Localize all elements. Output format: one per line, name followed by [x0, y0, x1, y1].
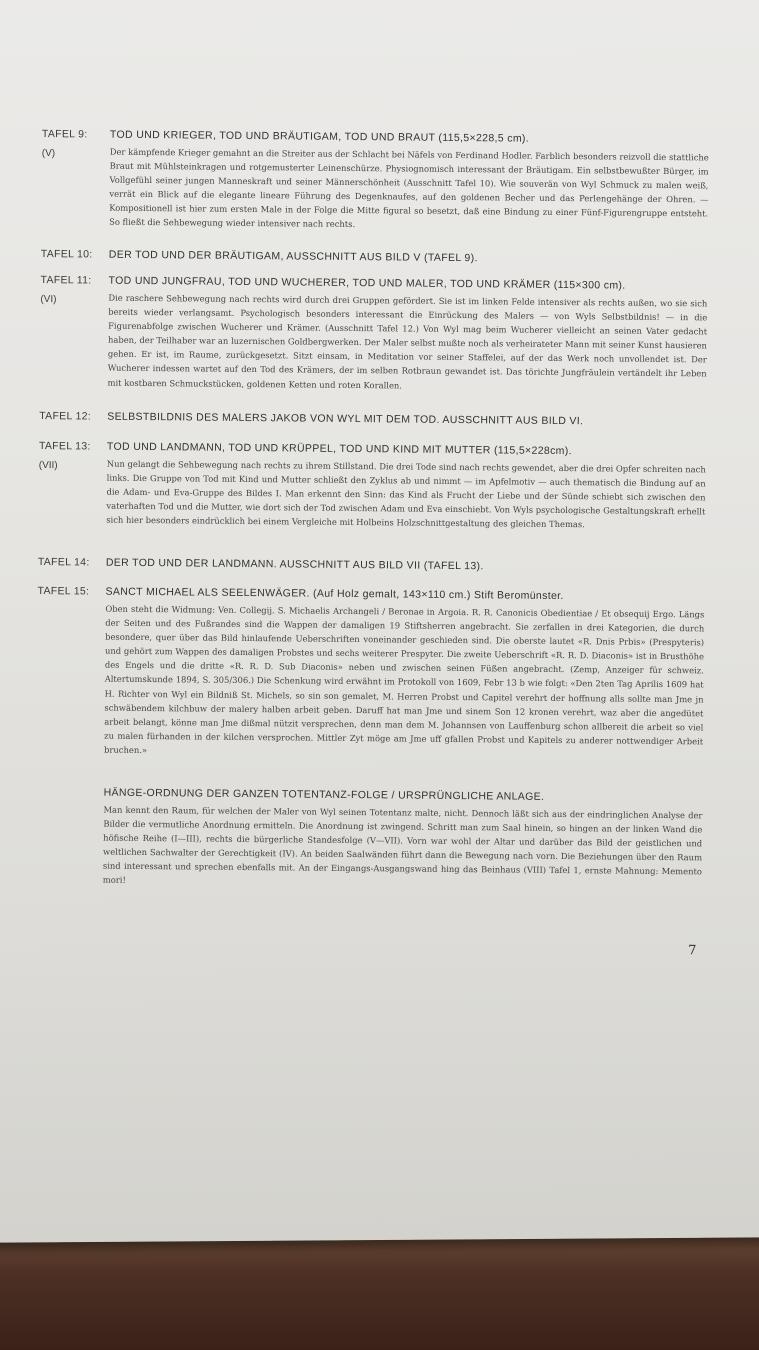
entry-description: Oben steht die Widmung: Ven. Collegij. S. Michaelis Archangeli / Beronae in Argoia. R. R. Canonicis Obedientiae / Et obsequij Ergo. Längs der Seiten und des Fußrandes sind die Wappen der damaligen 19 Stiftsherren angebracht. Sie zerfallen in drei Kategorien, die durch besondere, quer über das Bild hinlaufende Ueberschriften voneinander geschieden sind. Die oberste lautet «R. Dnis Prbis» (Prespyteris) und gehört zum Wappen des damaligen Probstes und sechs weiterer Prespyter. Die zweite Ueberschrift «R. R. D. Diaconis» ist in Brusthöhe des Engels und die dritte «R. R. D. Sub Diaconis» neben und zwischen seinen Füßen angebracht. (Zemp, Anzeiger für schweiz. Altertumskunde 1894, S. 305/306.) Die Schenkung wird erwähnt im Protokoll von 1609, Febr 13 b wie folgt: «Den 2ten Tag Aprilis 1609 hat H. Richter von Wyl ein Bildniß St. Michels, so sin son gemalet, M. Herren Probst und Capitel verehrt der hoffnung alls sollte man Jme jn schwäbendem kilchbuw der malery halben arbeit geben. Daruff hat man Jme und sinem Son 12 kronen verehrt, waz aber die angedütet arbeit belangt, könne man Jme dißmal nützit versprechen, denn man dem M. Johannsen von Lauffenburg schon allbereit die arbeit so viel zu malen fürhanden in der kilchen versprochen. Mittler Zyt möge am Jme uff gfallen Probst und Kapitels zu anderer nottwendiger Arbeit bruchen.»	[104, 603, 705, 755]
entry-title: SELBSTBILDNIS DES MALERS JAKOB VON WYL MIT DEM TOD. AUSSCHNITT AUS BILD VI.	[107, 410, 584, 428]
entry-title: DER TOD UND DER BRÄUTIGAM, AUSSCHNITT AUS BILD V (TAFEL 9).	[108, 248, 478, 265]
plate-number: TAFEL 15:	[37, 584, 90, 598]
entry-title: TOD UND JUNGFRAU, TOD UND WUCHERER, TOD UND MALER, TOD UND KRÄMER (115×300 cm).	[108, 274, 626, 292]
entry-tafel-12	[39, 410, 706, 428]
entry-tafel-13	[38, 440, 706, 533]
plate-number: TAFEL 13:	[38, 440, 91, 453]
entry-tafel-15	[36, 585, 705, 762]
entry-description: Die raschere Sehbewegung nach rechts wird durch drei Gruppen gefördert. Sie ist im linken Felde intensiver als rechts außen, wo sie sich bereits wieder verlangsamt. Psychologisch besonders interessant die Einrückung des Malers — von Wyls Selbstbildnis! — in die Figurenabfolge zwischen Wucherer und Krämer. (Ausschnitt Tafel 12.) Von Wyl mag beim Wucherer vielleicht an seinen Vater gedacht haben, der Teilhaber war an luzernischen Goldbergwerken. Der Maler selbst mußte noch als verheirateter Mann mit seiner Kunst hausieren gehen. Er ist, im Raume, zurückgesetzt. Sitzt einsam, in Meditation vor seiner Staffelei, auf der das Werk noch unvollendet ist. Der Wucherer indessen wartet auf den Tod des Krämers, der im selben Rotbraun gewandet ist. Das törichte Jungfräulein vertändelt ihr Leben mit kostbaren Schmuckstücken, goldenen Ketten und roten Korallen.	[107, 292, 708, 391]
entry-title: TOD UND LANDMANN, TOD UND KRÜPPEL, TOD UND KIND MIT MUTTER (115,5×228cm).	[106, 440, 572, 458]
entry-tafel-9	[41, 128, 709, 235]
section-heading: HÄNGE-ORDNUNG DER GANZEN TOTENTANZ-FOLGE / URSPRÜNGLICHE ANLAGE.	[103, 786, 545, 803]
plate-number: TAFEL 14:	[37, 555, 90, 569]
plate-number: TAFEL 9:	[41, 128, 88, 141]
plate-number: TAFEL 11:	[40, 274, 92, 287]
page-number: 7	[688, 943, 697, 959]
plate-number: TAFEL 10:	[40, 248, 93, 261]
plate-number: TAFEL 12:	[39, 410, 92, 423]
entry-description: Der kämpfende Krieger gemahnt an die Streiter aus der Schlacht bei Näfels von Ferdinand Hodler. Farblich besonders reizvoll die stattliche Braut mit Mühlsteinkragen und rotgemusterter Leinenschürze. Physiognomisch interessant der Bräutigam. Ein selbstbewußter Bürger, im Vollgefühl seiner jungen Manneskraft und seiner Männerschönheit (Ausschnitt Tafel 10). Wie souverän von Wyl Schmuck zu malen weiß, verrät ein Blick auf die elegante lineare Führung des Degenknaufes, auf den goldenen Becher und das Perlengehänge der Ohren. — Kompositionell ist hier zum ersten Male in der Folge die Mitte figural so besetzt, daß eine Bindung zu einer Fünf-Figurengruppe entsteht. So fließt die Sehbewegung wieder intensiver nach rechts.	[109, 146, 709, 230]
entry-title: DER TOD UND DER LANDMANN. AUSSCHNITT AUS BILD VII (TAFEL 13).	[105, 556, 484, 573]
hanging-order-section	[103, 787, 703, 893]
entry-title: TOD UND KRIEGER, TOD UND BRÄUTIGAM, TOD UND BRAUT (115,5×228,5 cm).	[109, 128, 530, 145]
entry-tafel-10	[41, 248, 708, 266]
entry-title: SANCT MICHAEL ALS SEELENWÄGER. (Auf Holz gemalt, 143×110 cm.) Stift Beromünster.	[105, 585, 564, 603]
section-text: Man kennt den Raum, für welchen der Maler von Wyl seinen Totentanz malte, nicht. Dennoch läßt sich aus der eindringlichen Analyse der Bilder die vermutliche Anordnung ermitteln. Die Anordnung ist zwingend. Schritt man zum Saal hinein, so hingen an der linken Wand die höfische Reihe (I—III), rechts die bürgerliche Standesfolge (V—VII). Vorn war wohl der Altar und darüber das Bild der geistlichen und weltlichen Sachwalter der Gerechtigkeit (IV). An beiden Saalwänden führt dann die Bewegung nach vorn. Die Beziehungen über den Raum sind interessant und sprechen ebenfalls mit. An der Eingangs-Ausgangswand hing das Beinhaus (VIII) Tafel 1, ernste Mahnung: Memento mori!	[102, 804, 703, 886]
image-number: (VII)	[38, 460, 58, 472]
image-number: (VI)	[40, 294, 57, 306]
entry-tafel-11	[40, 274, 708, 395]
entry-tafel-14	[38, 556, 705, 574]
wooden-floor	[0, 1232, 759, 1350]
entry-description: Nun gelangt die Sehbewegung nach rechts zu ihrem Stillstand. Die drei Tode sind nach rechts gewendet, aber die drei Opfer schreiten nach links. Die Gruppe von Tod mit Kind und Mutter schließt den Zyklus ab und nimmt — im Apfelmotiv — auch thematisch die Bindung auf an die Adam- und Eva-Gruppe des Bildes I. Man erkennt den Sinn: das Kind als Frucht der Liebe und der Sünde schiebt sich zwischen den vaterhaften Tod und die Mutter, wie dort sich der Tod zwischen Adam und Eva einschiebt. Von Wyls psychologische Gestaltungskraft erhellt sich hier besonders eindrücklich bei einem Vergleiche mit Holbeins Holzschnittgestaltung des gleichen Themas.	[106, 458, 706, 530]
image-number: (V)	[41, 148, 56, 160]
